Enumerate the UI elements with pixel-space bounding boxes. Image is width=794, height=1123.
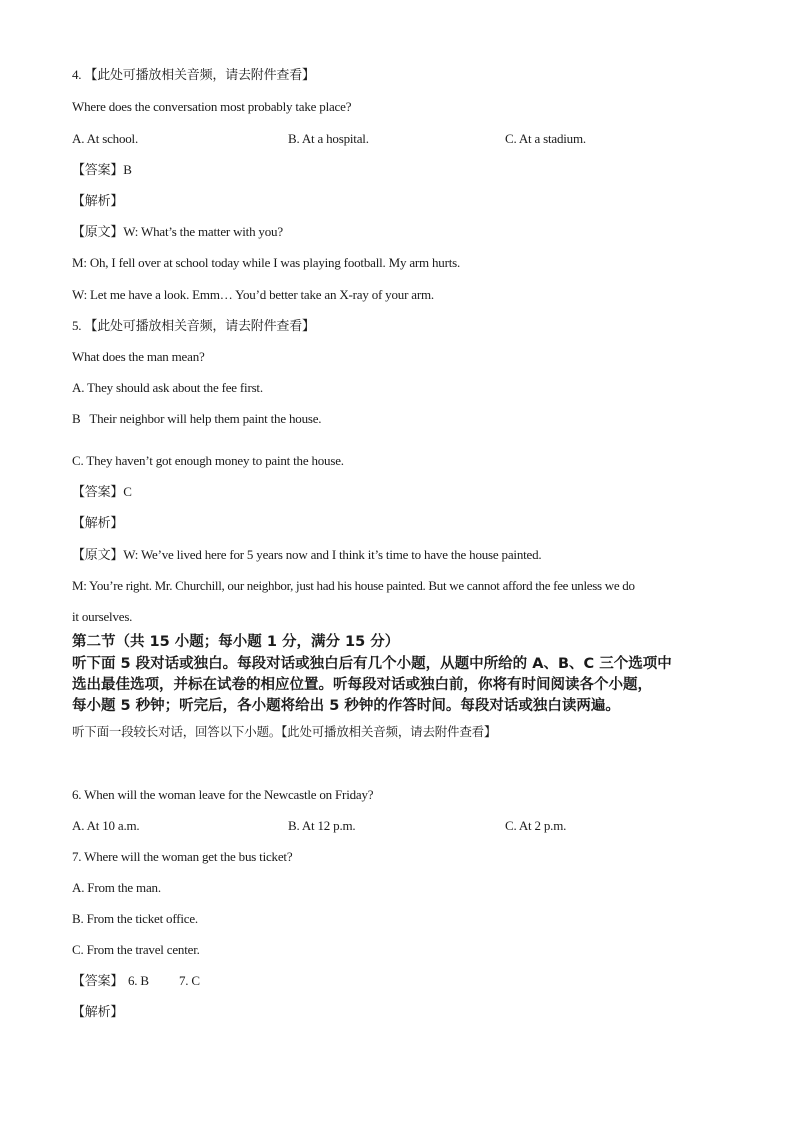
q7-answer: 7. C [179, 973, 200, 988]
q67-answer-label: 【答案】 [72, 973, 124, 988]
q4-header: 4. 【此处可播放相关音频，请去附件查看】 [72, 67, 315, 82]
q5-option-b: B Their neighbor will help them paint the house. [72, 411, 322, 426]
q4-question: Where does the conversation most probably take place? [72, 99, 352, 114]
q5-answer: 【答案】C [72, 484, 132, 499]
q5-transcript-line: M: You’re right. Mr. Churchill, our neighbor, just had his house painted. But we cannot afford the fee unless we do [72, 578, 635, 593]
q6-answer: 6. B [128, 973, 149, 988]
q5-transcript-line: it ourselves. [72, 609, 133, 624]
q67-analysis-label: 【解析】 [72, 1004, 124, 1019]
q7-option-a: A. From the man. [72, 880, 161, 895]
q5-analysis-label: 【解析】 [72, 515, 124, 530]
q4-transcript-line: 【原文】W: What’s the matter with you? [72, 224, 283, 239]
q5-option-a: A. They should ask about the fee first. [72, 380, 263, 395]
q5-option-c: C. They haven’t got enough money to paint the house. [72, 453, 344, 468]
q6-question: 6. When will the woman leave for the Newcastle on Friday? [72, 787, 374, 802]
q5-header: 5. 【此处可播放相关音频，请去附件查看】 [72, 318, 315, 333]
q4-transcript-line: W: Let me have a look. Emm… You’d better take an X-ray of your arm. [72, 287, 434, 302]
audio-note: 听下面一段较长对话，回答以下小题。【此处可播放相关音频，请去附件查看】 [72, 724, 497, 739]
q7-question: 7. Where will the woman get the bus ticket? [72, 849, 293, 864]
section-instructions-line: 选出最佳选项，并标在试卷的相应位置。听每段对话或独白前，你将有时间阅读各个小题， [72, 677, 652, 693]
section-instructions-line: 每小题 5 秒钟；听完后，各小题将给出 5 秒钟的作答时间。每段对话或独白读两遍。 [72, 698, 620, 714]
section-title: 第二节（共 15 小题；每小题 1 分，满分 15 分） [72, 634, 400, 650]
q4-option-a: A. At school. [72, 131, 139, 146]
q5-transcript-line: 【原文】W: We’ve lived here for 5 years now and I think it’s time to have the house painted. [72, 547, 542, 562]
q4-option-b: B. At a hospital. [288, 131, 369, 146]
section-instructions-line: 听下面 5 段对话或独白。每段对话或独白后有几个小题，从题中所给的 A、B、C 三个选项中 [72, 656, 672, 672]
q4-option-c: C. At a stadium. [505, 131, 586, 146]
q5-question: What does the man mean? [72, 349, 205, 364]
q4-transcript-line: M: Oh, I fell over at school today while I was playing football. My arm hurts. [72, 255, 461, 270]
q6-option-b: B. At 12 p.m. [288, 818, 356, 833]
q6-option-c: C. At 2 p.m. [505, 818, 567, 833]
q6-option-a: A. At 10 a.m. [72, 818, 140, 833]
q4-answer: 【答案】B [72, 162, 132, 177]
q7-option-c: C. From the travel center. [72, 942, 200, 957]
q7-option-b: B. From the ticket office. [72, 911, 198, 926]
q4-analysis-label: 【解析】 [72, 193, 124, 208]
